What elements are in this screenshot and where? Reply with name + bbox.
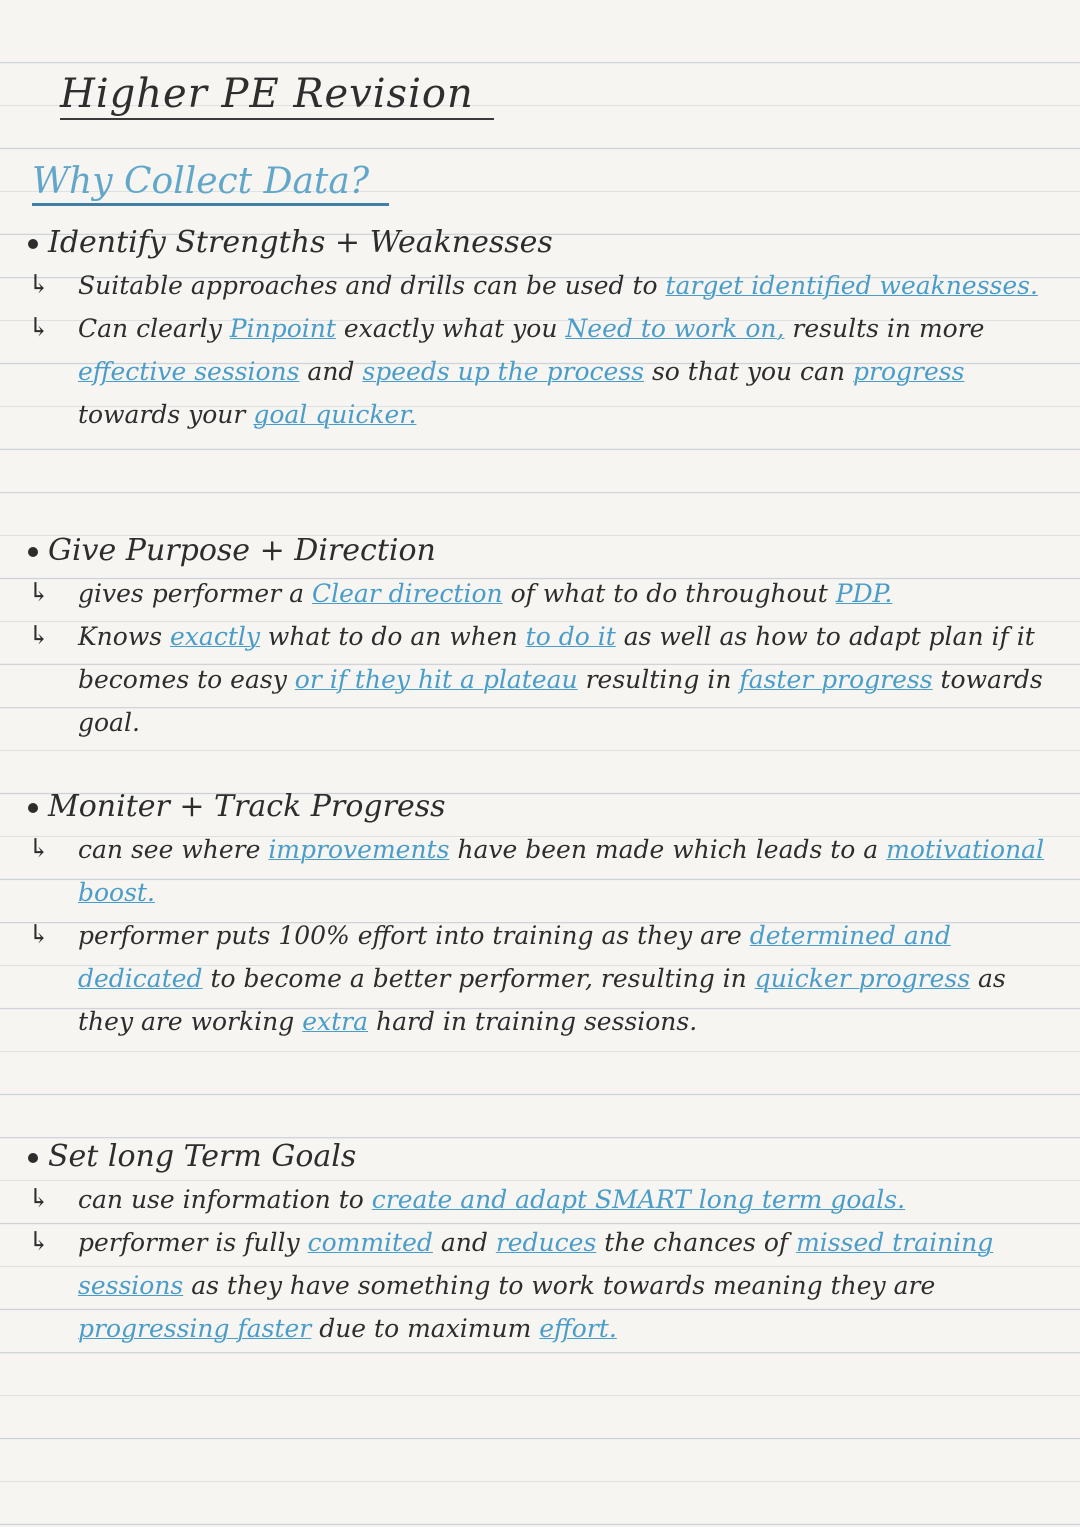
bullet-icon — [28, 547, 38, 557]
highlighted-text: create and adapt SMART long term goals. — [371, 1185, 906, 1214]
note-text: towards goal. — [78, 665, 1043, 737]
section-heading: Set long Term Goals — [28, 1136, 1058, 1178]
page-subtitle: Why Collect Data? — [32, 160, 389, 206]
highlighted-text: Clear direction — [311, 579, 503, 608]
arrow-icon: ↳ — [28, 920, 50, 950]
page-title: Higher PE Revision — [60, 70, 494, 120]
highlighted-text: goal quicker. — [253, 400, 417, 429]
note-text: so that you can — [644, 357, 853, 386]
highlighted-text: reduces — [495, 1228, 597, 1257]
section-heading: Give Purpose + Direction — [28, 530, 1058, 572]
note-point — [28, 572, 1058, 615]
highlighted-text: effort. — [539, 1314, 617, 1343]
highlighted-text: improvements — [268, 835, 450, 864]
note-text: performer puts 100% effort into training as they are — [78, 921, 750, 950]
highlighted-text: Pinpoint — [229, 314, 336, 343]
highlighted-text: quicker progress — [754, 964, 971, 993]
arrow-icon: ↳ — [28, 313, 50, 343]
note-text: as they have something to work towards meaning they are — [183, 1271, 936, 1300]
note-text: as they are working — [78, 964, 1006, 1036]
highlighted-text: or if they hit a plateau — [294, 665, 578, 694]
bullet-icon — [28, 803, 38, 813]
note-text: of what to do throughout — [502, 579, 836, 608]
note-text: Can clearly — [78, 314, 230, 343]
highlighted-text: extra — [302, 1007, 369, 1036]
highlighted-text: PDP. — [835, 579, 893, 608]
note-point — [28, 828, 1058, 914]
note-point — [28, 264, 1058, 307]
bullet-icon — [28, 239, 38, 249]
section-heading: Identify Strengths + Weaknesses — [28, 222, 1058, 264]
highlighted-text: missed training sessions — [78, 1228, 994, 1300]
arrow-icon: ↳ — [28, 578, 50, 608]
highlighted-text: to do it — [525, 622, 616, 651]
highlighted-text: speeds up the process — [362, 357, 644, 386]
note-text: to become a better performer, resulting in — [202, 964, 755, 993]
arrow-icon: ↳ — [28, 834, 50, 864]
note-text: as well as how to adapt plan if it becomes to easy — [78, 622, 1035, 694]
note-point — [28, 307, 1058, 436]
note-text: resulting in — [577, 665, 740, 694]
highlighted-text: effective sessions — [78, 357, 300, 386]
arrow-icon: ↳ — [28, 270, 50, 300]
note-text: and — [299, 357, 363, 386]
highlighted-text: target identified weaknesses. — [665, 271, 1038, 300]
note-text: gives performer a — [78, 579, 312, 608]
note-text: the chances of — [596, 1228, 797, 1257]
note-point — [28, 1178, 1058, 1221]
note-text: Suitable approaches and drills can be used to — [78, 271, 666, 300]
note-text: results in more — [784, 314, 985, 343]
highlighted-text: faster progress — [739, 665, 933, 694]
note-point — [28, 914, 1058, 1043]
section-monitor-progress — [28, 786, 1058, 1043]
arrow-icon: ↳ — [28, 1227, 50, 1257]
highlighted-text: commited — [307, 1228, 433, 1257]
highlighted-text: determined and dedicated — [78, 921, 951, 993]
note-text: have been made which leads to a — [449, 835, 887, 864]
note-text: can see where — [78, 835, 269, 864]
note-text: Knows — [78, 622, 171, 651]
note-text: towards your — [78, 400, 254, 429]
note-point — [28, 1221, 1058, 1350]
note-text: and — [432, 1228, 496, 1257]
note-text: performer is fully — [78, 1228, 308, 1257]
note-text: what to do an when — [259, 622, 526, 651]
section-heading: Moniter + Track Progress — [28, 786, 1058, 828]
highlighted-text: Need to work on, — [565, 314, 785, 343]
section-set-goals — [28, 1136, 1058, 1350]
section-give-purpose — [28, 530, 1058, 744]
highlighted-text: exactly — [170, 622, 260, 651]
highlighted-text: progress — [853, 357, 965, 386]
highlighted-text: motivational boost. — [78, 835, 1045, 907]
arrow-icon: ↳ — [28, 1184, 50, 1214]
section-identify-strengths — [28, 222, 1058, 436]
note-text: due to maximum — [311, 1314, 540, 1343]
note-text: exactly what you — [335, 314, 566, 343]
note-text: hard in training sessions. — [368, 1007, 698, 1036]
bullet-icon — [28, 1153, 38, 1163]
note-text: can use information to — [78, 1185, 372, 1214]
arrow-icon: ↳ — [28, 621, 50, 651]
note-point — [28, 615, 1058, 744]
highlighted-text: progressing faster — [78, 1314, 312, 1343]
